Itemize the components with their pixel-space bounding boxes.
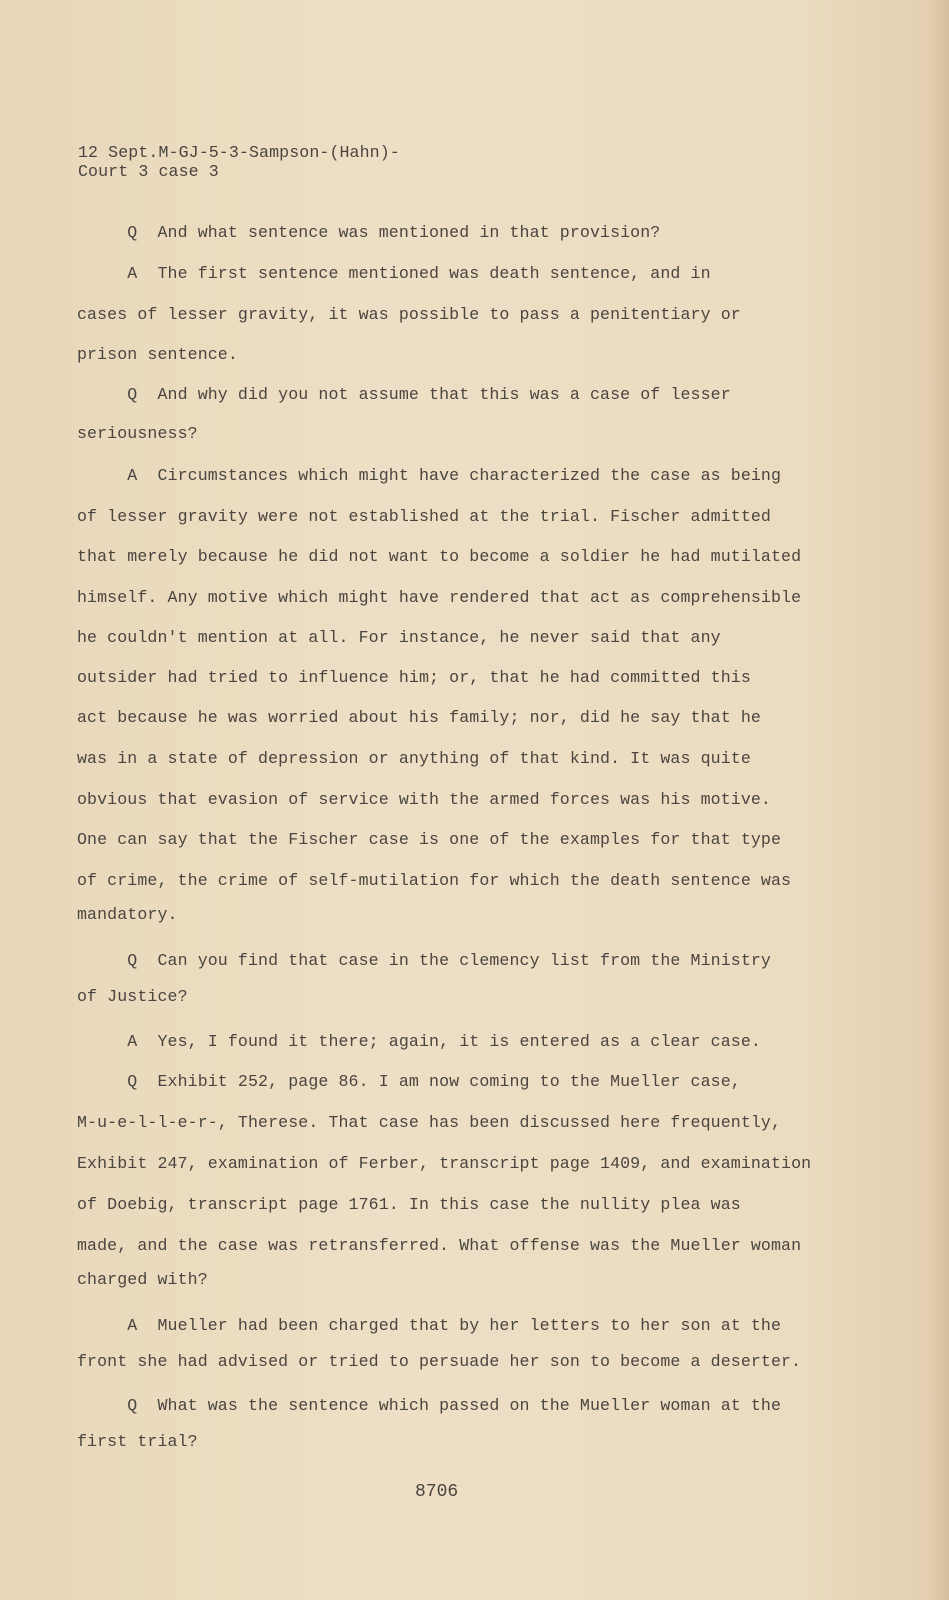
text-line: Exhibit 247, examination of Ferber, transcript page 1409, and examination	[77, 1154, 812, 1173]
text-line: himself. Any motive which might have rendered that act as comprehensible	[77, 588, 802, 607]
text-line: first trial?	[77, 1432, 198, 1451]
text-line: of Doebig, transcript page 1761. In this case the nullity plea was	[77, 1195, 741, 1214]
text-line: A Yes, I found it there; again, it is entered as a clear case.	[77, 1032, 761, 1051]
text-line: cases of lesser gravity, it was possible to pass a penitentiary or	[77, 305, 741, 324]
text-line: of lesser gravity were not established at the trial. Fischer admitted	[77, 507, 771, 526]
header-line: 12 Sept.M-GJ-5-3-Sampson-(Hahn)-	[78, 143, 400, 162]
text-line: act because he was worried about his family; nor, did he say that he	[77, 708, 761, 727]
text-line: A Circumstances which might have characterized the case as being	[77, 466, 782, 485]
text-line: was in a state of depression or anything of that kind. It was quite	[77, 749, 751, 768]
text-line: One can say that the Fischer case is one of the examples for that type	[77, 830, 782, 849]
text-line: Q Exhibit 252, page 86. I am now coming to the Mueller case,	[77, 1072, 741, 1091]
text-line: A The first sentence mentioned was death sentence, and in	[77, 264, 711, 283]
text-line: made, and the case was retransferred. What offense was the Mueller woman	[77, 1236, 802, 1255]
text-line: Q Can you find that case in the clemency list from the Ministry	[77, 951, 771, 970]
text-line: of Justice?	[77, 987, 188, 1006]
text-line: Q And what sentence was mentioned in that provision?	[77, 223, 661, 242]
text-line: prison sentence.	[77, 345, 238, 364]
text-line: outsider had tried to influence him; or, that he had committed this	[77, 668, 751, 687]
text-line: of crime, the crime of self-mutilation for which the death sentence was	[77, 871, 792, 890]
text-line: mandatory.	[77, 905, 178, 924]
header-line: Court 3 case 3	[78, 162, 219, 181]
text-line: Q And why did you not assume that this was a case of lesser	[77, 385, 731, 404]
page-number: 8706	[415, 1482, 459, 1502]
text-line: M-u-e-l-l-e-r-, Therese. That case has been discussed here frequently,	[77, 1113, 782, 1132]
text-line: Q What was the sentence which passed on the Mueller woman at the	[77, 1396, 782, 1415]
text-line: he couldn't mention at all. For instance, he never said that any	[77, 628, 721, 647]
text-line: charged with?	[77, 1270, 208, 1289]
paper-edge-shadow	[927, 0, 949, 1600]
text-line: that merely because he did not want to become a soldier he had mutilated	[77, 547, 802, 566]
text-line: A Mueller had been charged that by her letters to her son at the	[77, 1316, 782, 1335]
text-line: obvious that evasion of service with the armed forces was his motive.	[77, 790, 771, 809]
text-line: seriousness?	[77, 424, 198, 443]
text-line: front she had advised or tried to persuade her son to become a deserter.	[77, 1352, 802, 1371]
